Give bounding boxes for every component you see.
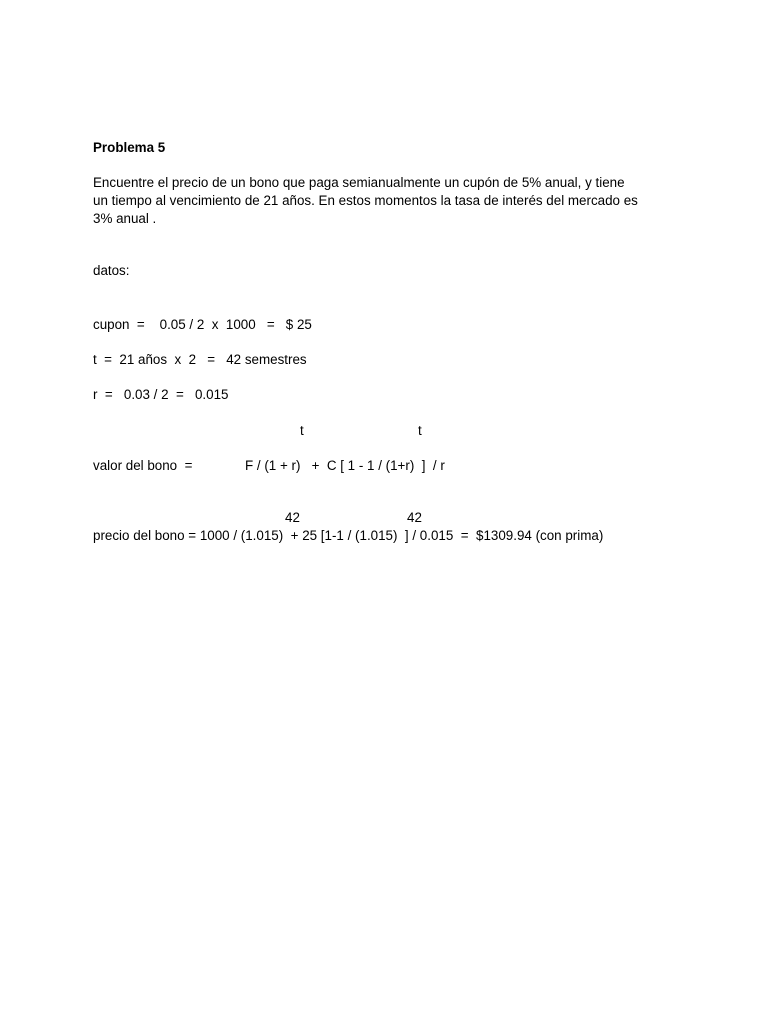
data-heading: datos: [93, 263, 130, 278]
rate-line: r = 0.03 / 2 = 0.015 [93, 387, 229, 402]
problem-statement [93, 174, 683, 228]
periods-line: t = 21 años x 2 = 42 semestres [93, 352, 307, 367]
statement-line-1: Encuentre el precio de un bono que paga semianualmente un cupón de 5% anual, y tiene [93, 175, 625, 190]
result-exponent-1: 42 [285, 510, 300, 525]
statement-line-3: 3% anual . [93, 211, 157, 226]
formula-expression: F / (1 + r) + C [ 1 - 1 / (1+r) ] / r [245, 458, 445, 473]
result-line: precio del bono = 1000 / (1.015) + 25 [1-1 / (1.015) ] / 0.015 = $1309.94 (con prima) [93, 528, 604, 543]
formula-exponent-1: t [300, 423, 304, 438]
result-exponent-2: 42 [407, 510, 422, 525]
coupon-line: cupon = 0.05 / 2 x 1000 = $ 25 [93, 317, 312, 332]
problem-title: Problema 5 [93, 140, 166, 155]
statement-line-2: un tiempo al vencimiento de 21 años. En estos momentos la tasa de interés del mercado es [93, 193, 638, 208]
formula-label: valor del bono = [93, 458, 193, 473]
formula-exponent-2: t [418, 423, 422, 438]
